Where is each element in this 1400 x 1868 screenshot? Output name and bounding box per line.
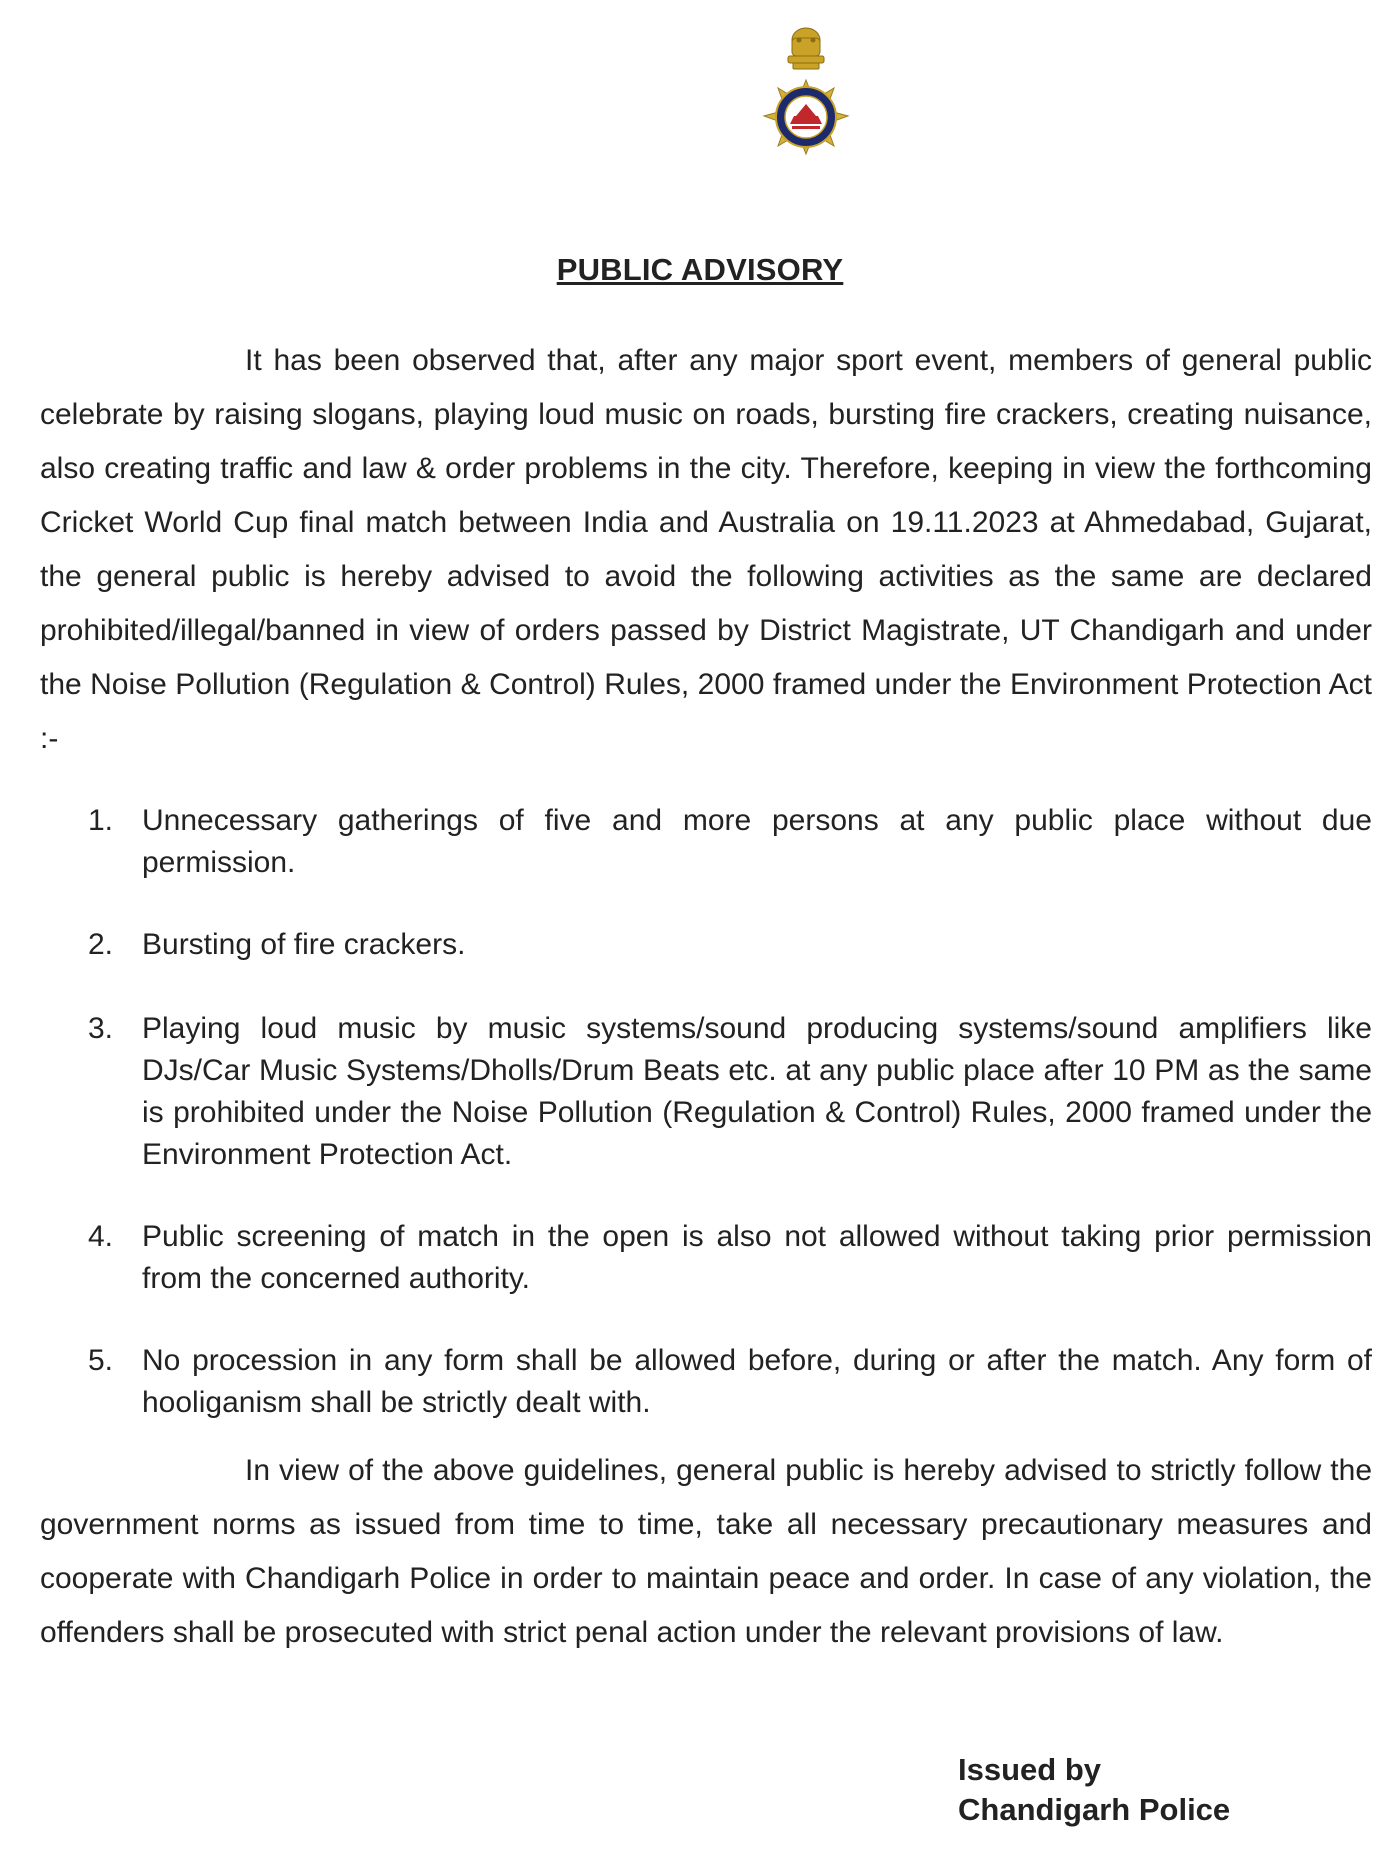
list-item: [88, 924, 1372, 966]
star-badge-icon: [764, 80, 848, 154]
list-item: [88, 1216, 1372, 1300]
list-item-number: 1.: [88, 804, 114, 837]
signature-block: [958, 1750, 1230, 1830]
list-item-number: 3.: [88, 1012, 114, 1045]
list-item-text: Unnecessary gatherings of five and more persons at any public place without due permission.: [142, 804, 1372, 879]
list-item: [88, 800, 1372, 884]
list-item-number: 5.: [88, 1344, 114, 1377]
prohibited-activities-list: [88, 800, 1372, 1464]
intro-paragraph: It has been observed that, after any major sport event, members of general public celebrate by raising slogans, playing loud music on roads, bursting fire crackers, creating nuisance, also creating traffic and law & order problems in the city. Therefore, keeping in view the forthcoming Cricket World Cup final match between India and Australia on 19.11.2023 at Ahmedabad, Gujarat, the general public is hereby advised to avoid the following activities as the same are declared prohibited/illegal/banned in view of orders passed by District Magistrate, UT Chandigarh and under the Noise Pollution (Regulation & Control) Rules, 2000 framed under the Environment Protection Act :-: [40, 344, 1372, 755]
list-item-number: 2.: [88, 928, 114, 961]
list-item-number: 4.: [88, 1220, 114, 1253]
list-item: [88, 1008, 1372, 1176]
list-item-text: Playing loud music by music systems/sound producing systems/sound amplifiers like DJs/Car Music Systems/Dholls/Drum Beats etc. at any public place after 10 PM as the same is prohibited under the Noise Pollution (Regulation & Control) Rules, 2000 framed under the Environment Protection Act.: [142, 1012, 1372, 1171]
list-item-text: Public screening of match in the open is also not allowed without taking prior permission from the concerned authority.: [142, 1220, 1372, 1295]
list-item-text: Bursting of fire crackers.: [142, 928, 466, 961]
page-title: PUBLIC ADVISORY: [556, 252, 844, 287]
closing-paragraph: In view of the above guidelines, general public is hereby advised to strictly follow the government norms as issued from time to time, take all necessary precautionary measures and cooperate with Chandigarh Police in order to maintain peace and order. In case of any violation, the offenders shall be prosecuted with strict penal action under the relevant provisions of law.: [40, 1454, 1372, 1649]
list-item-text: No procession in any form shall be allowed before, during or after the match. Any form of hooliganism shall be strictly dealt with.: [142, 1344, 1372, 1419]
chandigarh-police-emblem-icon: [738, 20, 874, 192]
issuer-name: Chandigarh Police: [958, 1792, 1231, 1827]
lion-capital-icon: [788, 28, 824, 69]
list-item: [88, 1340, 1372, 1424]
issued-by-label: Issued by: [958, 1752, 1101, 1787]
